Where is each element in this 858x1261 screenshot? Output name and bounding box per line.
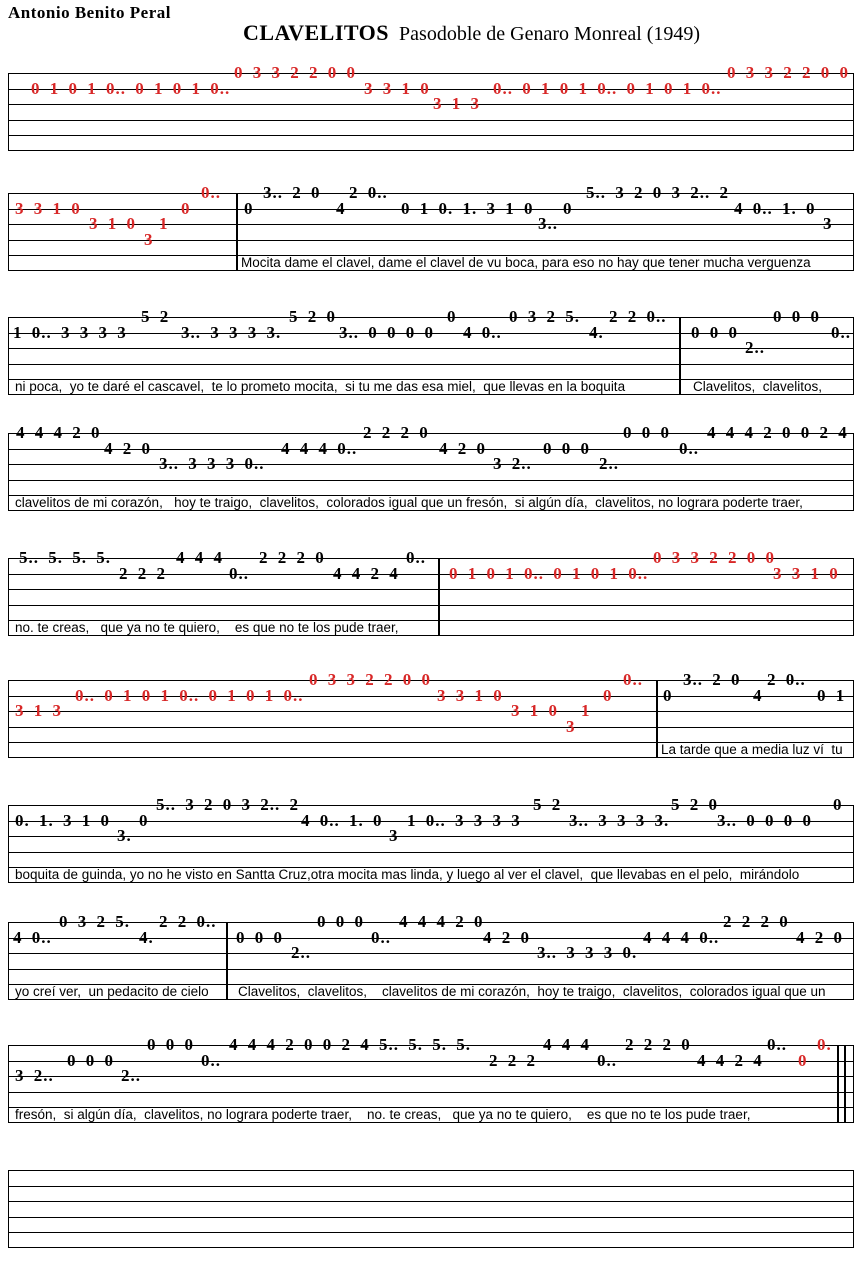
tab-staff	[8, 912, 854, 1000]
tab-number: 3.. 2 0	[683, 670, 741, 689]
tab-number: 0 3 3 2 2 0 0	[653, 548, 775, 567]
tab-number: 3.. 0 0 0 0	[339, 322, 434, 342]
staff-line	[9, 317, 853, 318]
staff-line	[9, 953, 853, 954]
tab-number: 0..	[767, 1035, 787, 1054]
tab-number: 0..	[597, 1050, 617, 1070]
tab-number: 2 0..	[349, 183, 388, 202]
tab-number: 5 2 0	[671, 795, 718, 814]
tab-number: 0	[798, 1050, 808, 1070]
tab-number: 4 4 4 0..	[643, 927, 720, 947]
staff-line	[9, 1122, 853, 1123]
tab-number: 5.. 5. 5. 5.	[19, 548, 111, 567]
tab-number: 1	[581, 701, 591, 721]
tab-number: 2 2 2 0	[625, 1035, 691, 1054]
tab-number: 0 1 0 1 0.. 0 1 0 1 0..	[31, 78, 231, 98]
staff-line	[9, 240, 853, 241]
tab-number: 0. 1. 3 1 0	[15, 810, 110, 830]
tab-number: 4 4 4 2 0 0 2 4 5.. 5. 5. 5.	[229, 1035, 471, 1054]
tab-number: 4 4 2 4	[333, 563, 399, 583]
barline	[438, 558, 440, 636]
barline	[236, 193, 238, 271]
tab-number: 3	[389, 826, 399, 846]
tab-number: 0 1	[817, 685, 846, 705]
staff-line	[9, 104, 853, 105]
staff-line	[9, 1232, 853, 1233]
tab-number: 5 2 0	[289, 307, 336, 326]
tab-number: 0	[244, 198, 254, 218]
staff-line	[9, 711, 853, 712]
tab-number: 3.. 3 3 3 3.	[569, 810, 670, 830]
tab-number: 5.. 3 2 0 3 2.. 2	[156, 795, 299, 814]
tab-number: 3.. 3 3 3 0.	[537, 943, 638, 963]
staff-line	[9, 394, 853, 395]
tab-number: 0.. 0 1 0 1 0.. 0 1 0 1 0..	[493, 78, 722, 98]
staff-line	[9, 635, 853, 636]
tab-number: 1 0.. 3 3 3 3	[13, 322, 127, 342]
staff-line	[9, 836, 853, 837]
tab-number: 3.	[117, 826, 132, 846]
staff-line	[9, 464, 853, 465]
staff-line	[9, 480, 853, 481]
tab-number: 0.. 0 1 0 1 0.. 0 1 0 1 0..	[75, 685, 304, 705]
tab-number: 0 0 0	[623, 423, 670, 442]
tab-number: 0 3 3 2 2 0 0	[309, 670, 431, 689]
tab-number: 2 2 0..	[609, 307, 667, 326]
tab-number: 0 0 0	[147, 1035, 194, 1054]
lyric-line: Clavelitos, clavelitos,	[693, 379, 823, 394]
tab-number: 0	[181, 198, 191, 218]
staff-line	[9, 882, 853, 883]
tab-number: 0	[663, 685, 673, 705]
tab-number: 3 1 3	[15, 701, 62, 721]
tab-number: 0..	[201, 183, 221, 202]
tab-number: 4 2 0	[796, 927, 843, 947]
tab-number: 2 2 2 0	[363, 423, 429, 442]
staff-line	[9, 135, 853, 136]
tab-number: 0 3 2 5.	[509, 307, 580, 326]
staff-line	[9, 348, 853, 349]
tab-number: 0	[603, 685, 613, 705]
tab-number: 0..	[623, 670, 643, 689]
tab-staff	[8, 307, 854, 395]
barline	[226, 922, 228, 1000]
tab-number: 3 3 1 0	[773, 563, 839, 583]
tab-number: 3 3 1 0	[15, 198, 81, 218]
staff-line	[9, 1186, 853, 1187]
tab-number: 2..	[599, 454, 619, 474]
tab-number: 3..	[538, 214, 558, 234]
tab-number: 0 0 0	[691, 322, 738, 342]
tab-number: 2 2 2	[119, 563, 166, 583]
staff-line	[9, 589, 853, 590]
tab-number: 2 0..	[767, 670, 806, 689]
tab-number: 2..	[291, 943, 311, 963]
author-signature: Antonio Benito Peral	[8, 3, 171, 22]
staff-line	[9, 364, 853, 365]
staff-line	[9, 270, 853, 271]
tab-number: 0..	[371, 927, 391, 947]
tab-number: 0 3 2 5.	[59, 912, 130, 931]
tab-staff	[8, 63, 854, 151]
tab-staff	[8, 423, 854, 511]
tab-number: 4 0..	[13, 927, 52, 947]
tab-staff	[8, 183, 854, 271]
tab-number: 3 2..	[15, 1066, 54, 1086]
tab-number: 5 2	[533, 795, 562, 814]
lyric-line: boquita de guinda, yo no he visto en Santta Cruz,otra mocita mas linda, y luego al ver el clavel, que llevabas en el pelo, mirándolo	[15, 867, 800, 882]
tab-number: 0.	[817, 1035, 832, 1054]
tab-number: 0 0 0	[67, 1050, 114, 1070]
tab-number: 4 0..	[463, 322, 502, 342]
tab-number: 0..	[679, 438, 699, 458]
lyric-line: ni poca, yo te daré el cascavel, te lo prometo mocita, si tu me das esa miel, que llevas en la boquita	[15, 379, 626, 394]
tab-staff	[8, 548, 854, 636]
tab-number: 4 4 4	[543, 1035, 590, 1054]
staff-line	[9, 605, 853, 606]
tab-number: 3	[823, 214, 833, 234]
tab-number: 0 0 0	[317, 912, 364, 931]
staff-line	[9, 1170, 853, 1171]
tab-number: 0 0 0	[236, 927, 283, 947]
tab-number: 4 2 0	[439, 438, 486, 458]
tab-number: 0	[833, 795, 843, 814]
staff-line	[9, 757, 853, 758]
tab-number: 3	[566, 716, 576, 736]
tab-number: 3 1 0	[511, 701, 558, 721]
tab-number: 0	[447, 307, 457, 326]
tab-number: 0 3 3 2 2 0 0	[727, 63, 849, 82]
tab-number: 0 0 0	[543, 438, 590, 458]
staff-line	[9, 999, 853, 1000]
staff-line	[9, 805, 853, 806]
tab-number: 2 2 0..	[159, 912, 217, 931]
tab-number: 0..	[831, 322, 851, 342]
tab-number: 3 2..	[493, 454, 532, 474]
tab-number: 0 3 3 2 2 0 0	[234, 63, 356, 82]
tab-number: 4 4 4 2 0	[16, 423, 101, 442]
tab-number: 3 3 1 0	[437, 685, 503, 705]
tab-number: 4 0.. 1. 0	[301, 810, 383, 830]
tab-staff	[8, 670, 854, 758]
staff-line	[9, 727, 853, 728]
tab-number: 4	[336, 198, 346, 218]
staff-line	[9, 1201, 853, 1202]
tab-number: 3	[144, 229, 154, 249]
barline	[844, 1045, 846, 1123]
tab-number: 2..	[121, 1066, 141, 1086]
staff-line	[9, 510, 853, 511]
staff-line	[9, 150, 853, 151]
tab-number: 4 4 4	[176, 548, 223, 567]
tab-number: 2 2 2 0	[259, 548, 325, 567]
lyric-line: La tarde que a media luz ví tu	[661, 742, 843, 757]
tab-staff	[8, 1035, 854, 1123]
tab-number: 0..	[229, 563, 249, 583]
tab-number: 3.. 0 0 0 0	[717, 810, 812, 830]
page-subtitle: Pasodoble de Genaro Monreal (1949)	[399, 23, 701, 45]
lyric-line: fresón, si algún día, clavelitos, no lograra poderte traer, no. te creas, que ya no te quiero, es que no te los pude traer,	[15, 1107, 751, 1122]
tab-number: 5.. 3 2 0 3 2.. 2	[586, 183, 729, 202]
tab-number: 3.. 3 3 3 0..	[159, 454, 265, 474]
page-title: CLAVELITOS	[243, 20, 390, 45]
tab-number: 4 2 0	[483, 927, 530, 947]
tab-number: 0 1 0 1 0.. 0 1 0 1 0..	[449, 563, 649, 583]
barline	[837, 1045, 839, 1123]
tab-number: 0 1 0. 1. 3 1 0	[401, 198, 534, 218]
tab-number: 3.. 3 3 3 3.	[181, 322, 282, 342]
tab-number: 4 4 4 2 0 0 2 4	[707, 423, 848, 442]
staff-line	[9, 852, 853, 853]
tab-number: 2 2 2	[489, 1050, 536, 1070]
barline	[679, 317, 681, 395]
tab-number: 4.	[589, 322, 604, 342]
tab-number: 1 0.. 3 3 3 3	[407, 810, 521, 830]
tab-number: 5 2	[141, 307, 170, 326]
tab-number: 0..	[201, 1050, 221, 1070]
tab-number: 4 2 0	[104, 438, 151, 458]
lyric-line: no. te creas, que ya no te quiero, es que no te los pude traer,	[15, 620, 399, 635]
tab-number: 0..	[406, 548, 426, 567]
tab-number: 0 0 0	[773, 307, 820, 326]
staff-line	[9, 938, 853, 939]
tab-number: 3 3 1 0	[364, 78, 430, 98]
tab-number: 4	[753, 685, 763, 705]
staff-line	[9, 969, 853, 970]
tab-number: 2..	[745, 338, 765, 358]
tab-number: 0	[139, 810, 149, 830]
tab-number: 1	[159, 214, 169, 234]
lyric-line: yo creí ver, un pedacito de cielo	[15, 984, 209, 999]
tab-number: 4 4 4 0..	[281, 438, 358, 458]
title-line	[243, 20, 700, 46]
lyric-line: Clavelitos, clavelitos, clavelitos de mi corazón, hoy te traigo, clavelitos, colorados igual que un	[238, 984, 826, 999]
tab-number: 4.	[139, 927, 154, 947]
lyric-line: clavelitos de mi corazón, hoy te traigo, clavelitos, colorados igual que un fresón, si algún día, clavelitos, no lograra poderte traer,	[15, 495, 803, 510]
tab-staff	[8, 795, 854, 883]
tab-number: 4 0.. 1. 0	[734, 198, 816, 218]
tab-number: 3 1 3	[433, 94, 480, 114]
tab-number: 3.. 2 0	[263, 183, 321, 202]
staff-line	[9, 1247, 853, 1248]
tab-number: 2 2 2 0	[723, 912, 789, 931]
barline	[656, 680, 658, 758]
staff-line	[9, 1092, 853, 1093]
staff-line	[9, 1217, 853, 1218]
tab-number: 0	[563, 198, 573, 218]
tab-number: 4 4 4 2 0	[399, 912, 484, 931]
lyric-line: Mocita dame el clavel, dame el clavel de vu boca, para eso no hay que tener mucha verguenza	[241, 255, 811, 270]
tab-number: 3 1 0	[89, 214, 136, 234]
tab-number: 4 4 2 4	[697, 1050, 763, 1070]
tab-staff	[8, 1170, 854, 1248]
staff-line	[9, 120, 853, 121]
